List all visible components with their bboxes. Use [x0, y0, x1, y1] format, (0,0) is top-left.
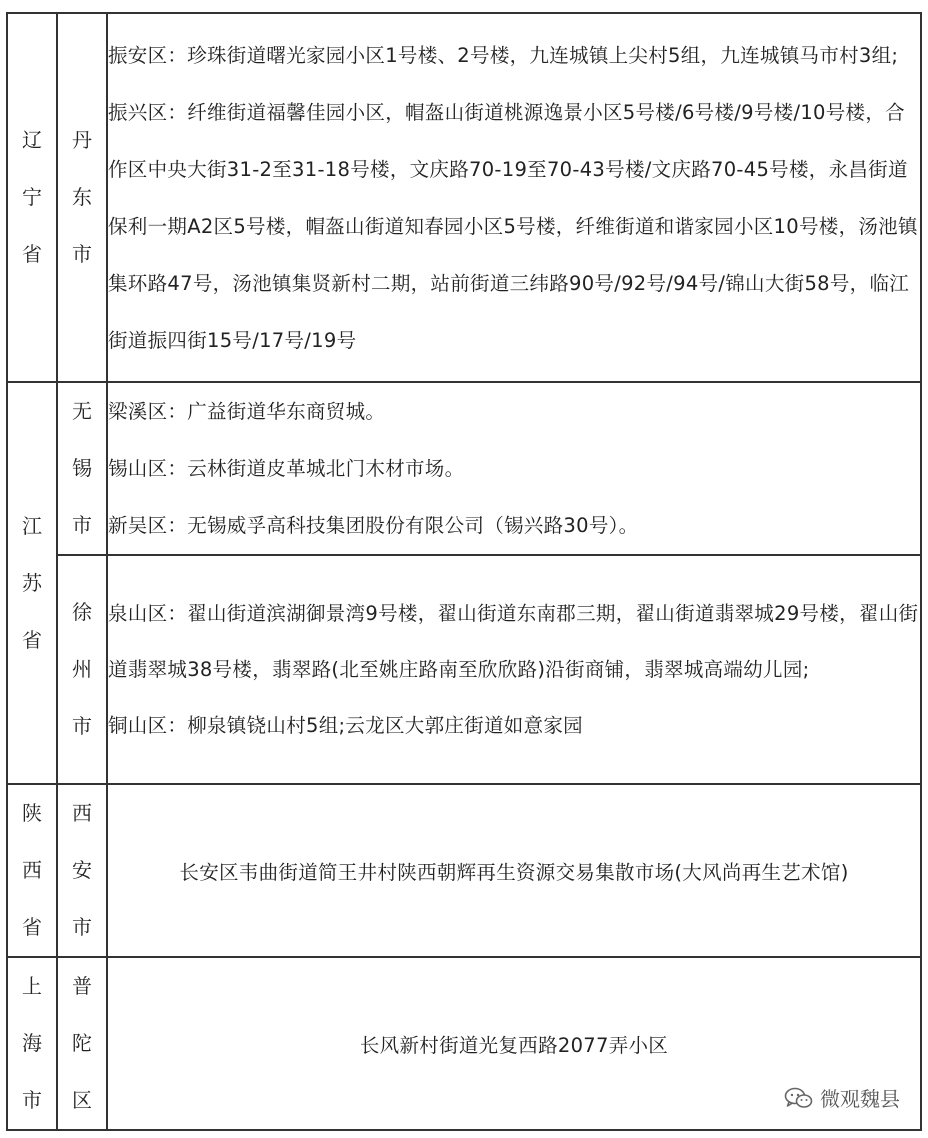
province-cell — [7, 784, 57, 957]
area-line: 长风新村街道光复西路2077弄小区 — [359, 1033, 669, 1057]
table-row — [7, 784, 921, 957]
city-name: 普陀区 — [72, 974, 92, 1112]
area-line: 新吴区：无锡威孚高科技集团股份有限公司（锡兴路30号）。 — [108, 514, 639, 537]
city-name: 西安市 — [72, 801, 92, 939]
table-row — [7, 555, 921, 784]
city-cell — [57, 382, 107, 555]
area-line: 长安区韦曲街道简王井村陕西朝辉再生资源交易集散市场(大风尚再生艺术馆) — [179, 860, 849, 884]
area-cell — [107, 382, 921, 555]
area-line: 锡山区：云林街道皮革城北门木材市场。 — [108, 457, 465, 480]
table-row — [7, 13, 921, 382]
province-name: 上海市 — [22, 974, 42, 1112]
city-cell — [57, 784, 107, 957]
area-line: 梁溪区：广益街道华东商贸城。 — [108, 400, 386, 423]
city-name: 徐州市 — [72, 600, 92, 738]
province-name: 江苏省 — [22, 513, 42, 652]
area-line: 振兴区：纤维街道福馨佳园小区，帽盔山街道桃源逸景小区5号楼/6号楼/9号楼/10号楼，合作区中央大街31-2至31-18号楼，文庆路70-19至70-43号楼/文庆路70-45号楼，永昌街道保利一期A2区5号楼，帽盔山街道知春园小区5号楼，纤维街道和谐家园小区10号楼，汤池镇集环路47号，汤池镇集贤新村二期，站前街道三纬路90号/92号/94号/锦山大街58号，临江街道振四街15号/17号/19号 — [108, 100, 918, 352]
city-cell — [57, 13, 107, 382]
province-name: 陕西省 — [22, 801, 42, 939]
area-line: 振安区：珍珠街道曙光家园小区1号楼、2号楼，九连城镇上尖村5组，九连城镇马市村3组; — [108, 43, 899, 67]
watermark-text: 微观魏县 — [820, 1087, 900, 1111]
watermark — [784, 1083, 900, 1112]
area-cell — [107, 555, 921, 784]
city-name: 无锡市 — [72, 399, 92, 537]
city-cell — [57, 555, 107, 784]
city-name: 丹东市 — [72, 128, 92, 266]
province-name: 辽宁省 — [22, 128, 42, 266]
city-cell — [57, 957, 107, 1130]
province-cell — [7, 13, 57, 382]
wechat-icon — [784, 1086, 814, 1110]
province-cell — [7, 382, 57, 784]
area-line: 泉山区：翟山街道滨湖御景湾9号楼，翟山街道东南郡三期，翟山街道翡翠城29号楼，翟山街道翡翠城38号楼，翡翠路(北至姚庄路南至欣欣路)沿街商铺，翡翠城高端幼儿园; — [108, 601, 919, 681]
province-cell — [7, 957, 57, 1130]
area-cell — [107, 13, 921, 382]
risk-area-table — [6, 12, 922, 1131]
area-cell — [107, 784, 921, 957]
table-row — [7, 382, 921, 555]
area-line: 铜山区：柳泉镇铙山村5组;云龙区大郭庄街道如意家园 — [108, 713, 583, 737]
